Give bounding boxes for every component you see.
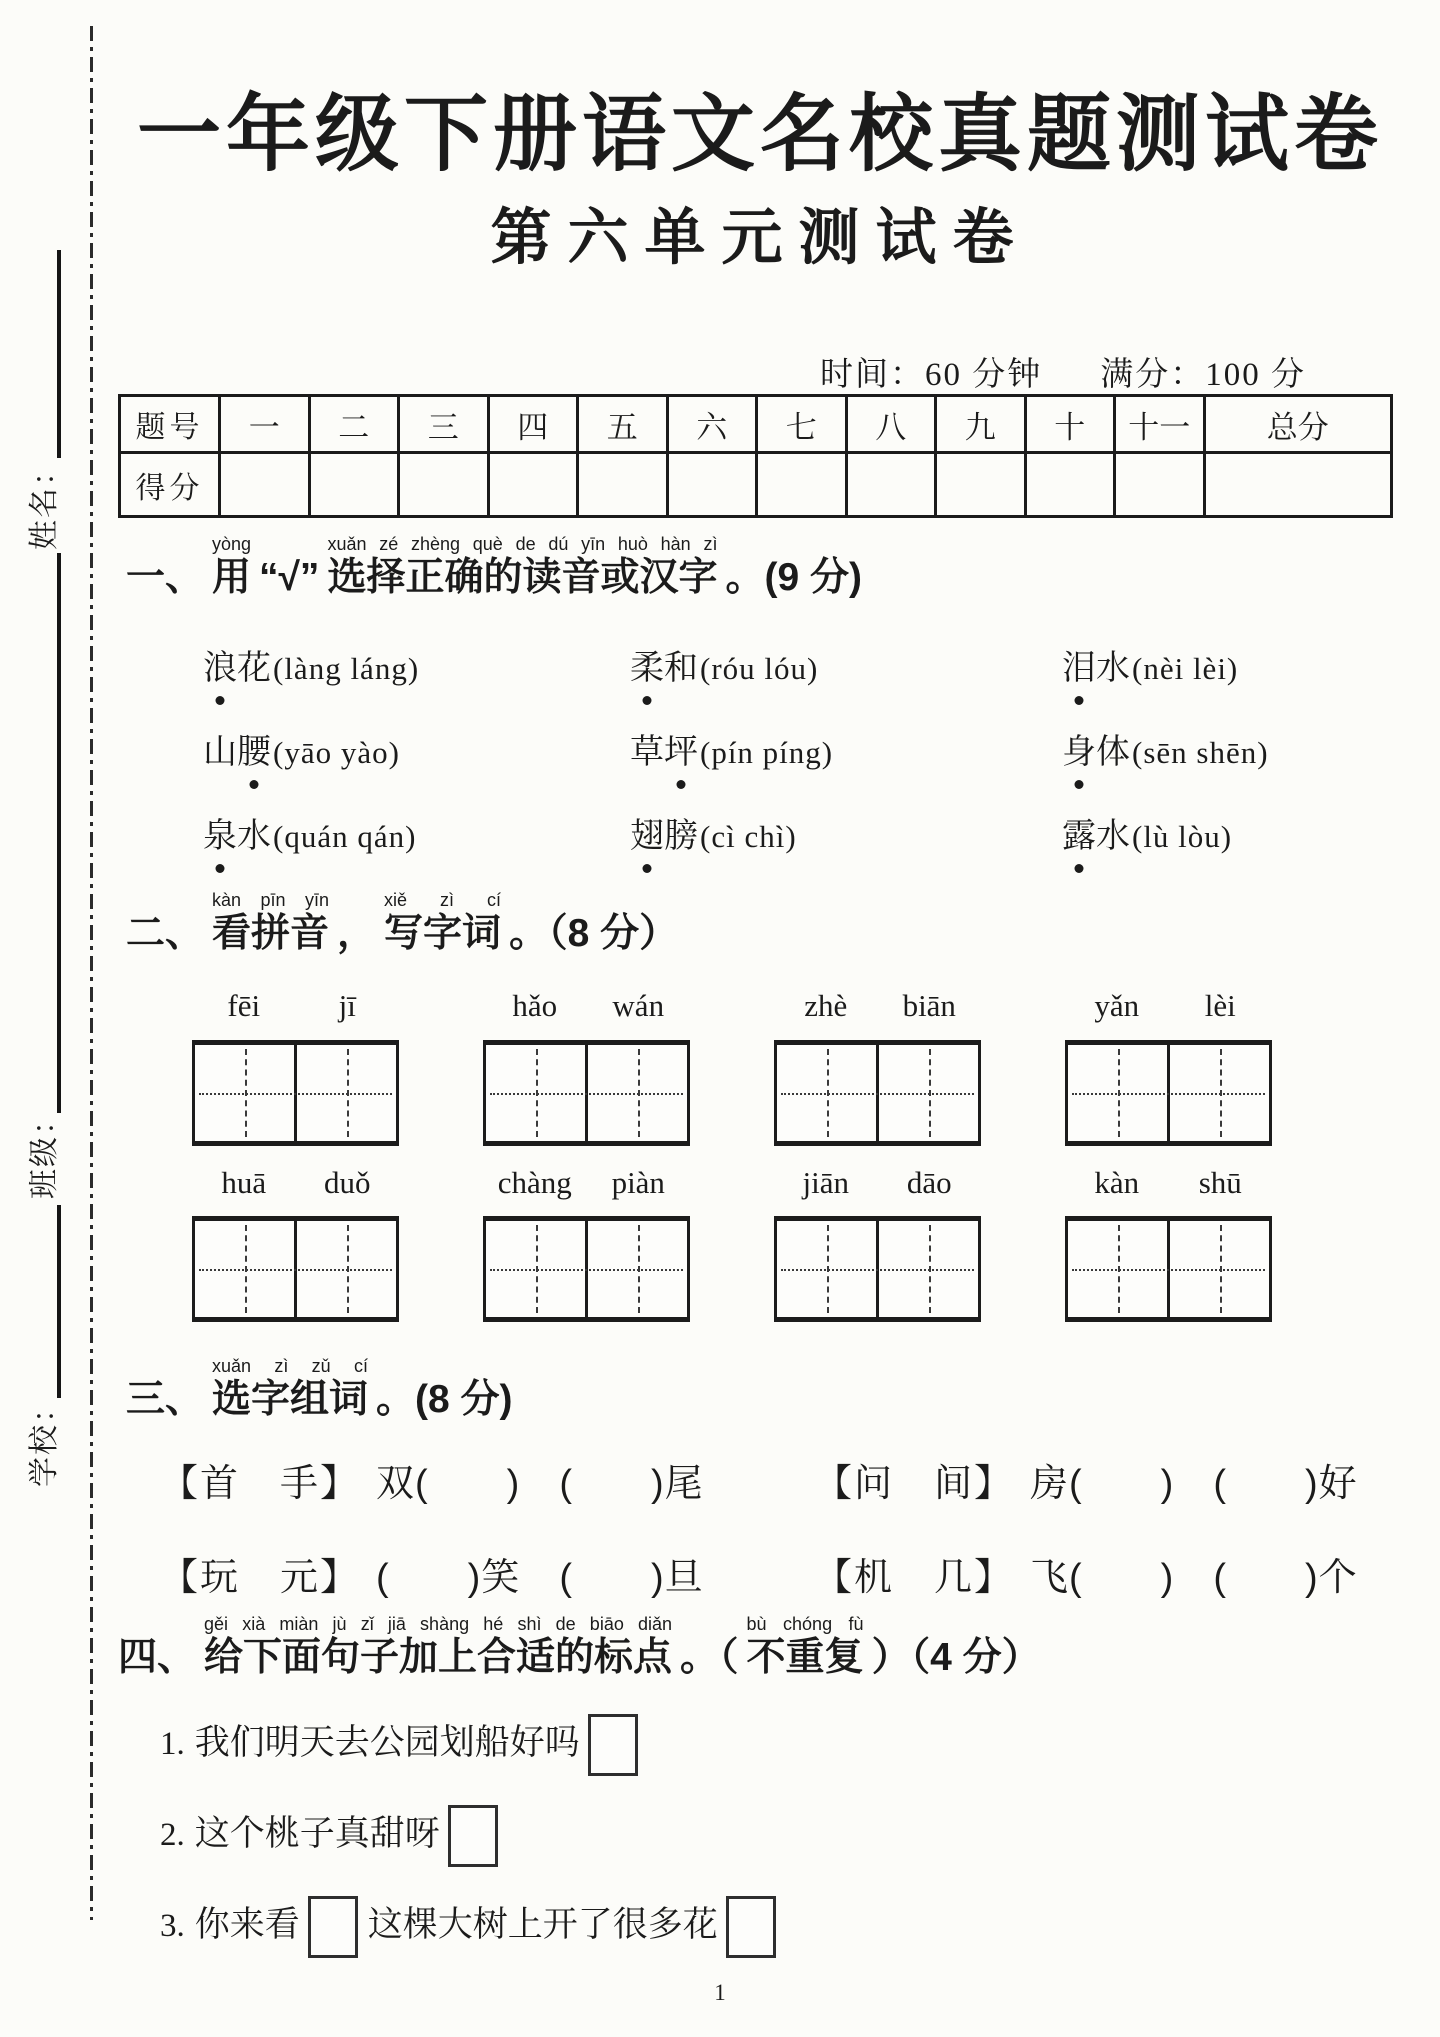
score-table-column-header: 三 — [399, 396, 489, 453]
punctuation-box[interactable] — [726, 1896, 776, 1958]
writing-grid-cell[interactable] — [876, 1045, 978, 1141]
word-char: 坪 — [664, 724, 698, 773]
name-label: 姓名： — [28, 454, 61, 550]
writing-grid — [774, 1216, 981, 1322]
score-table-column-header: 十一 — [1115, 396, 1205, 453]
writing-grid-cell[interactable] — [585, 1045, 687, 1141]
pinyin-syllable: hǎo — [512, 988, 558, 1023]
score-cell[interactable] — [1204, 453, 1392, 517]
sentence-item — [160, 1894, 786, 1956]
word-char: 膀 — [664, 817, 698, 855]
score-table-column-header: 四 — [488, 396, 578, 453]
punctuation-box[interactable] — [448, 1805, 498, 1867]
question-number-row — [120, 396, 1392, 453]
pinyin-label-group — [1065, 988, 1272, 1024]
pinyin-options: (làng láng) — [273, 651, 420, 686]
section-title-part: ， — [337, 912, 377, 955]
writing-grid-row — [192, 1040, 1272, 1146]
sentence-item — [160, 1712, 786, 1774]
word-char: 腰 — [237, 724, 271, 773]
writing-grid-cell[interactable] — [585, 1221, 687, 1317]
writing-grid-cell[interactable] — [777, 1221, 876, 1317]
section-title-part: xiě zì cí 写字词 — [384, 890, 502, 955]
word-char: 山 — [203, 733, 237, 771]
writing-grid-cell[interactable] — [195, 1221, 294, 1317]
word-characters — [203, 817, 271, 855]
word-char: 身 — [1062, 724, 1096, 773]
pinyin-label-group — [483, 1165, 690, 1201]
word-char: 露 — [1062, 808, 1096, 857]
score-table-column-header: 九 — [936, 396, 1026, 453]
pinyin-annotation: gěi xià miàn jù zǐ jiā shàng hé shì de biāo diǎn — [204, 1614, 673, 1634]
class-label: 班级： — [28, 1103, 61, 1199]
pinyin-label-group — [192, 1165, 399, 1201]
score-cell[interactable] — [578, 453, 668, 517]
pinyin-syllable: yǎn — [1094, 988, 1140, 1023]
pinyin-syllable: wán — [612, 988, 665, 1023]
section-three-header — [126, 1356, 513, 1423]
writing-grid-row — [192, 1216, 1272, 1322]
score-row — [120, 453, 1392, 517]
word-blanks: 双( ) ( )尾 — [376, 1463, 704, 1505]
word-blanks: ( )笑 ( )旦 — [376, 1557, 704, 1599]
section-title-part: “√” — [259, 556, 320, 599]
writing-grid — [774, 1040, 981, 1146]
writing-grid — [483, 1040, 690, 1146]
pinyin-label-group — [774, 1165, 981, 1201]
pinyin-syllable: duǒ — [324, 1165, 371, 1200]
seal-line — [90, 26, 93, 1920]
writing-grid — [192, 1040, 399, 1146]
score-cell[interactable] — [846, 453, 936, 517]
pinyin-annotation: xuǎn zé zhèng què de dú yīn huò hàn zì — [327, 534, 718, 554]
full-score-label: 满分：100 分 — [1100, 357, 1306, 393]
writing-grid-cell[interactable] — [1068, 1045, 1167, 1141]
score-table-column-header: 五 — [578, 396, 668, 453]
pinyin-annotation: bù chóng fù — [746, 1614, 864, 1634]
section-two-header — [126, 890, 679, 957]
sentence-text: 我们明天去公园划船好吗 — [194, 1723, 580, 1762]
character-choices: 【玩 元】 — [160, 1557, 361, 1599]
unit-title: 第六单元测试卷 — [490, 203, 1030, 271]
score-table-column-header: 一 — [220, 396, 310, 453]
pinyin-label-group — [483, 988, 690, 1024]
sentence-item — [160, 1803, 786, 1865]
punctuation-sentences — [160, 1712, 786, 1985]
class-blank-line[interactable] — [57, 553, 61, 1113]
score-cell[interactable] — [667, 453, 757, 517]
choose-word-item[interactable] — [160, 1452, 814, 1546]
writing-grid-cell[interactable] — [195, 1045, 294, 1141]
pinyin-syllable: jī — [338, 988, 356, 1023]
writing-grid-cell[interactable] — [876, 1221, 978, 1317]
pinyin-choice-item[interactable] — [630, 640, 1062, 724]
pinyin-choice-item[interactable] — [203, 724, 630, 808]
word-char: 体 — [1096, 733, 1130, 771]
pinyin-annotation: xiě zì cí — [384, 890, 502, 910]
section-title-part: xuǎn zì zǔ cí 选字组词 — [212, 1356, 369, 1421]
word-blanks: 房( ) ( )好 — [1030, 1463, 1358, 1505]
section-one-header — [126, 534, 862, 601]
pinyin-options: (nèi lèi) — [1132, 651, 1239, 686]
section-title-part: 。(9 分) — [725, 556, 862, 599]
section-title-part: 。（8 分） — [509, 912, 679, 955]
section-number: 四、 — [118, 1636, 197, 1679]
writing-grid-cell[interactable] — [1167, 1045, 1269, 1141]
score-cell[interactable] — [309, 453, 399, 517]
score-table-column-header: 六 — [667, 396, 757, 453]
score-cell[interactable] — [757, 453, 847, 517]
sentence-text: 这个桃子真甜呀 — [194, 1814, 440, 1853]
pinyin-syllable: chàng — [497, 1165, 572, 1200]
pinyin-label-group — [1065, 1165, 1272, 1201]
section-title-part: bù chóng fù 不重复 — [746, 1614, 864, 1679]
pinyin-choice-item[interactable] — [203, 640, 630, 724]
choose-word-item[interactable] — [814, 1546, 1358, 1640]
score-cell[interactable] — [936, 453, 1026, 517]
pinyin-syllable: jiān — [802, 1165, 849, 1200]
writing-grid — [1065, 1216, 1272, 1322]
word-char: 草 — [630, 733, 664, 771]
pinyin-options: (lù lòu) — [1132, 819, 1233, 854]
word-characters — [630, 817, 698, 855]
word-char: 泉 — [203, 808, 237, 857]
pinyin-row — [192, 1165, 1272, 1201]
writing-grid — [1065, 1040, 1272, 1146]
score-table-column-header: 二 — [309, 396, 399, 453]
pinyin-choice-item[interactable] — [630, 808, 1062, 892]
pinyin-options: (pín píng) — [700, 735, 834, 770]
punctuation-box[interactable] — [308, 1896, 358, 1958]
score-table-row-header: 题号 — [120, 396, 220, 453]
pinyin-label-group — [774, 988, 981, 1024]
score-cell[interactable] — [1025, 453, 1115, 517]
pinyin-syllable: shū — [1198, 1165, 1242, 1200]
word-characters — [630, 733, 698, 771]
school-label: 学校： — [28, 1391, 61, 1487]
score-table-row-header: 得分 — [120, 453, 220, 517]
score-table-column-header: 总分 — [1204, 396, 1392, 453]
choose-word-item[interactable] — [814, 1452, 1358, 1546]
sentence-number: 2. — [160, 1817, 185, 1853]
pinyin-syllable: piàn — [611, 1165, 665, 1200]
sentence-number: 1. — [160, 1726, 185, 1762]
writing-grid-cell[interactable] — [1068, 1221, 1167, 1317]
pinyin-row — [192, 988, 1272, 1024]
section-number: 三、 — [126, 1378, 205, 1421]
word-char: 浪 — [203, 640, 237, 689]
character-choices: 【问 间】 — [814, 1463, 1015, 1505]
pinyin-annotation: kàn pīn yīn — [212, 890, 330, 910]
section-title-part: kàn pīn yīn 看拼音 — [212, 890, 330, 955]
sentence-number: 3. — [160, 1908, 185, 1944]
pinyin-syllable: biān — [902, 988, 956, 1023]
pinyin-syllable: lèi — [1204, 988, 1236, 1023]
writing-grid — [483, 1216, 690, 1322]
section-title-part: xuǎn zé zhèng què de dú yīn huò hàn zì 选择正确的读音或汉字 — [327, 534, 718, 599]
sentence-text: 你来看 — [194, 1905, 300, 1944]
word-char: 水 — [1096, 649, 1130, 687]
section-title-part: gěi xià miàn jù zǐ jiā shàng hé shì de biāo diǎn 给下面句子加上合适的标点 — [204, 1614, 673, 1679]
pinyin-choice-item[interactable] — [203, 808, 630, 892]
sentence-text: 这棵大树上开了很多花 — [367, 1905, 718, 1944]
pinyin-annotation: yòng — [212, 534, 252, 554]
choose-word-grid — [160, 1452, 1358, 1640]
score-cell[interactable] — [220, 453, 310, 517]
pinyin-choice-grid — [203, 640, 1269, 892]
pinyin-label-group — [192, 988, 399, 1024]
word-char: 柔 — [630, 640, 664, 689]
section-number: 二、 — [126, 912, 205, 955]
word-characters — [1062, 733, 1130, 771]
word-char: 翅 — [630, 808, 664, 857]
section-title-part: ）（4 分） — [871, 1636, 1041, 1679]
pinyin-annotation: xuǎn zì zǔ cí — [212, 1356, 369, 1376]
writing-grid-cell[interactable] — [294, 1221, 396, 1317]
page-number: 1 — [714, 1980, 726, 2005]
pinyin-options: (yāo yào) — [273, 735, 400, 770]
score-table-column-header: 十 — [1025, 396, 1115, 453]
pinyin-choice-item[interactable] — [630, 724, 1062, 808]
word-char: 泪 — [1062, 640, 1096, 689]
score-cell[interactable] — [1115, 453, 1205, 517]
pinyin-options: (quán qán) — [273, 819, 417, 854]
word-char: 和 — [664, 649, 698, 687]
section-four-header — [118, 1614, 1041, 1681]
score-cell[interactable] — [399, 453, 489, 517]
exam-title: 一年级下册语文名校真题测试卷 — [136, 87, 1383, 181]
word-blanks: 飞( ) ( )个 — [1030, 1557, 1358, 1599]
section-title-part: yòng 用 — [212, 534, 252, 599]
score-table-column-header: 八 — [846, 396, 936, 453]
word-characters — [1062, 817, 1130, 855]
score-table-column-header: 七 — [757, 396, 847, 453]
writing-grid-cell[interactable] — [777, 1045, 876, 1141]
pinyin-syllable: kàn — [1094, 1165, 1140, 1200]
writing-grid-cell[interactable] — [486, 1221, 585, 1317]
pinyin-choice-item[interactable] — [1062, 724, 1269, 808]
pinyin-choice-item[interactable] — [1062, 808, 1269, 892]
word-characters — [630, 649, 698, 687]
writing-grid — [192, 1216, 399, 1322]
writing-grid-cell[interactable] — [1167, 1221, 1269, 1317]
pinyin-options: (cì chì) — [700, 819, 797, 854]
word-characters — [1062, 649, 1130, 687]
exam-meta — [820, 348, 1306, 395]
writing-grid-cell[interactable] — [294, 1045, 396, 1141]
pinyin-syllable: huā — [221, 1165, 267, 1200]
writing-grid-cell[interactable] — [486, 1045, 585, 1141]
punctuation-box[interactable] — [588, 1714, 638, 1776]
word-characters — [203, 733, 271, 771]
pinyin-syllable: dāo — [906, 1165, 952, 1200]
character-choices: 【机 几】 — [814, 1557, 1015, 1599]
score-cell[interactable] — [488, 453, 578, 517]
word-char: 水 — [1096, 817, 1130, 855]
character-choices: 【首 手】 — [160, 1463, 361, 1505]
pinyin-options: (róu lóu) — [700, 651, 819, 686]
word-char: 花 — [237, 649, 271, 687]
pinyin-options: (sēn shēn) — [1132, 735, 1269, 770]
score-table — [118, 394, 1393, 518]
section-number: 一、 — [126, 556, 205, 599]
word-characters — [203, 649, 271, 687]
pinyin-choice-item[interactable] — [1062, 640, 1269, 724]
section-title-part: 。(8 分) — [376, 1378, 513, 1421]
pinyin-syllable: zhè — [804, 988, 848, 1023]
time-limit-label: 时间：60 分钟 — [820, 357, 1043, 393]
word-char: 水 — [237, 817, 271, 855]
pinyin-syllable: fēi — [227, 988, 261, 1023]
section-title-part: 。（ — [680, 1636, 739, 1679]
